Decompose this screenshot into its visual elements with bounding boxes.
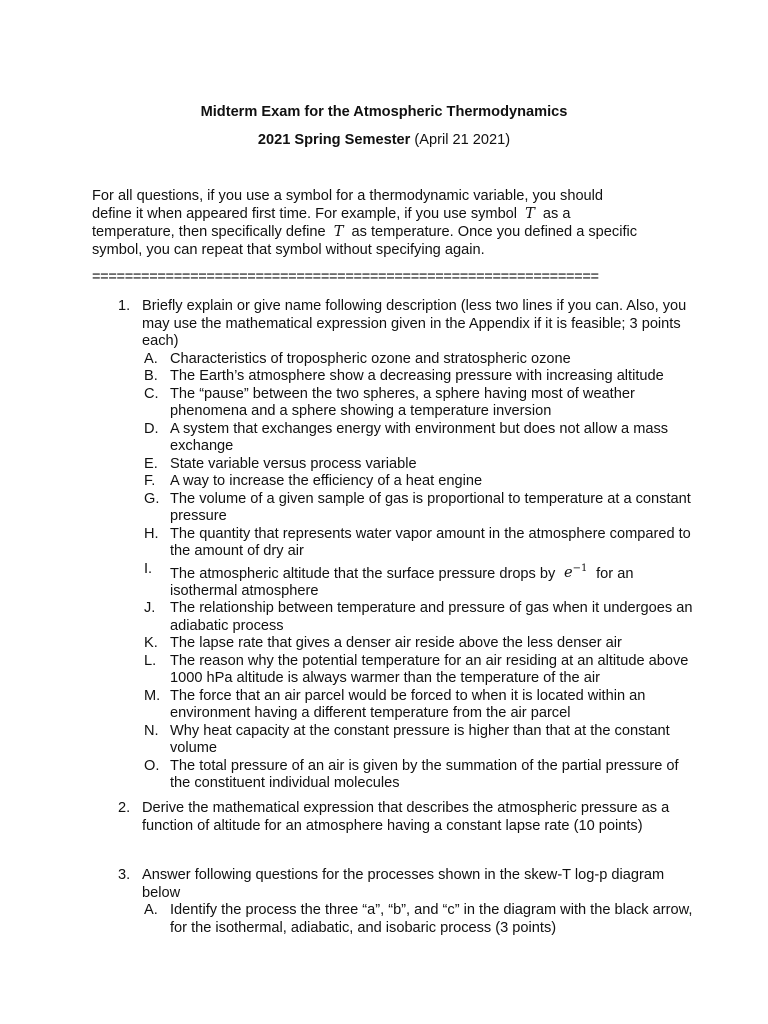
- sub-question: A. Characteristics of tropospheric ozone and stratospheric ozone: [144, 350, 571, 367]
- sub-question: C. The “pause” between the two spheres, a sphere having most of weather phenomena and a sphere showing a temperature inversion: [144, 385, 635, 419]
- instructions: [92, 187, 692, 259]
- question-number: 1.: [118, 298, 131, 314]
- instructions-line-4: symbol, you can repeat that symbol without specifying again.: [92, 242, 485, 258]
- sub-question: N. Why heat capacity at the constant pressure is higher than that at the constant volume: [144, 722, 670, 757]
- sub-question: L. The reason why the potential temperature for an air residing at an altitude above 1000 hPa altitude is always warmer than the temperature of the air: [144, 652, 689, 687]
- semester-date: (April 21 2021): [410, 132, 511, 148]
- exam-semester: [0, 132, 768, 150]
- question-text: Briefly explain or give name following description (less two lines if you can. Also, you may use the mathematical expression given in the Appendix if it is feasible; 3 points each): [142, 298, 687, 349]
- instructions-line-3: temperature, then specifically define T as temperature. Once you defined a specific: [92, 223, 638, 240]
- sub-question: E. State variable versus process variable: [144, 455, 417, 472]
- exam-title: Midterm Exam for the Atmospheric Thermodynamics: [200, 104, 568, 120]
- instructions-line-2: define it when appeared first time. For example, if you use symbol T as a: [92, 205, 571, 222]
- question-2: [118, 800, 698, 835]
- symbol-t: T: [333, 223, 344, 240]
- sub-question: A. Identify the process the three “a”, “b”, and “c” in the diagram with the black arrow, for the isothermal, adiabatic, and isobaric process (3 points): [144, 902, 693, 936]
- symbol-t: T: [525, 205, 535, 222]
- question-number: 2.: [118, 800, 131, 816]
- question-text: Derive the mathematical expression that describes the atmospheric pressure as a function of altitude for an atmosphere having a constant lapse rate (10 points): [142, 800, 670, 834]
- question-number: 3.: [118, 867, 131, 883]
- semester-label: 2021 Spring Semester: [257, 132, 411, 148]
- sub-question: K. The lapse rate that gives a denser air reside above the less denser air: [144, 635, 622, 652]
- sub-question: J. The relationship between temperature and pressure of gas when it undergoes an adiabatic process: [144, 600, 693, 634]
- question-1: [118, 298, 698, 793]
- separator-line: ==============================================================: [92, 269, 599, 285]
- sub-question: I. The atmospheric altitude that the surface pressure drops by $e^{-1}$ for an isothermal atmosphere: [144, 560, 634, 599]
- sub-question: D. A system that exchanges energy with environment but does not allow a mass exchange: [144, 420, 669, 454]
- sub-question: M. The force that an air parcel would be forced to when it is located within an environment having a different temperature from the air parcel: [144, 687, 646, 722]
- sub-question-list: [118, 351, 698, 793]
- instructions-line-1: For all questions, if you use a symbol for a thermodynamic variable, you should: [92, 188, 604, 204]
- sub-question: G. The volume of a given sample of gas is proportional to temperature at a constant pressure: [144, 490, 691, 524]
- question-text: Answer following questions for the processes shown in the skew-T log-p diagram below: [142, 867, 665, 901]
- sub-question: B. The Earth’s atmosphere show a decreasing pressure with increasing altitude: [144, 368, 664, 384]
- math-expression: $e^{-1}$: [564, 562, 588, 582]
- sub-question: H. The quantity that represents water vapor amount in the atmosphere compared to the amount of dry air: [144, 525, 691, 559]
- question-3: [118, 867, 698, 937]
- sub-question: F. A way to increase the efficiency of a heat engine: [144, 473, 483, 489]
- sub-question-list: [118, 902, 698, 937]
- sub-question: O. The total pressure of an air is given by the summation of the partial pressure of the constituent individual molecules: [144, 757, 679, 792]
